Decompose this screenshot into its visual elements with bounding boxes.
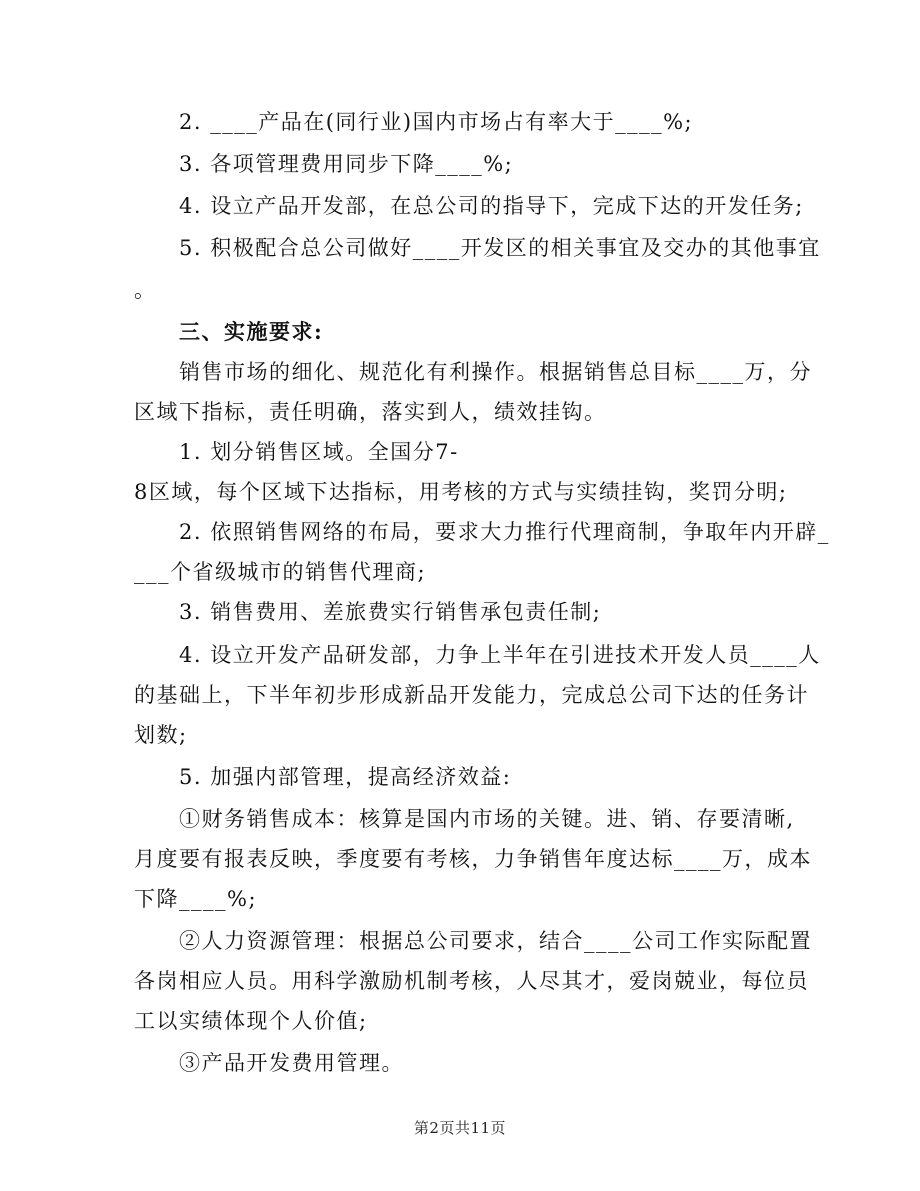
paragraph-line: 月度要有报表反映，季度要有考核，力争销售年度达标____万，成本 bbox=[134, 847, 812, 871]
paragraph-line: 2. ____产品在(同行业)国内市场占有率大于____%; bbox=[179, 110, 694, 134]
paragraph-line: 3. 各项管理费用同步下降____%; bbox=[179, 152, 514, 176]
paragraph-line: 划数; bbox=[134, 723, 188, 747]
paragraph-line: ①财务销售成本：核算是国内市场的关键。进、销、存要清晰, bbox=[179, 807, 795, 831]
paragraph-line: 8区域，每个区域下达指标，用考核的方式与实绩挂钩，奖罚分明; bbox=[134, 480, 788, 504]
paragraph-line: 5. 积极配合总公司做好____开发区的相关事宜及交办的其他事宜 bbox=[179, 236, 821, 260]
paragraph-line: 销售市场的细化、规范化有利操作。根据销售总目标____万，分 bbox=[179, 360, 812, 384]
paragraph-line: ②人力资源管理：根据总公司要求，结合____公司工作实际配置 bbox=[179, 929, 812, 953]
paragraph-line: ___个省级城市的销售代理商; bbox=[134, 560, 427, 584]
paragraph-line: 3. 销售费用、差旅费实行销售承包责任制; bbox=[179, 600, 602, 624]
section-heading: 三、实施要求: bbox=[179, 319, 324, 344]
paragraph-line: ③产品开发费用管理。 bbox=[179, 1051, 404, 1075]
paragraph-line: 。 bbox=[134, 278, 157, 302]
paragraph-line: 5. 加强内部管理，提高经济效益: bbox=[179, 765, 512, 789]
paragraph-line: 区域下指标，责任明确，落实到人，绩效挂钩。 bbox=[134, 400, 607, 424]
paragraph-line: 4. 设立产品开发部，在总公司的指导下，完成下达的开发任务; bbox=[179, 194, 804, 218]
paragraph-line: 的基础上，下半年初步形成新品开发能力，完成总公司下达的任务计 bbox=[134, 683, 809, 707]
paragraph-line: 工以实绩体现个人价值; bbox=[134, 1009, 368, 1033]
page-number-footer: 第2页共11页 bbox=[413, 1119, 507, 1137]
paragraph-line: 1. 划分销售区域。全国分7- bbox=[179, 440, 459, 464]
paragraph-line: 4. 设立开发产品研发部，力争上半年在引进技术开发人员____人 bbox=[179, 643, 821, 667]
paragraph-line: 各岗相应人员。用科学激励机制考核，人尽其才，爱岗兢业，每位员 bbox=[134, 969, 809, 993]
paragraph-line: 2. 依照销售网络的布局，要求大力推行代理商制，争取年内开辟_ bbox=[179, 520, 830, 544]
paragraph-line: 下降____%; bbox=[134, 887, 258, 911]
